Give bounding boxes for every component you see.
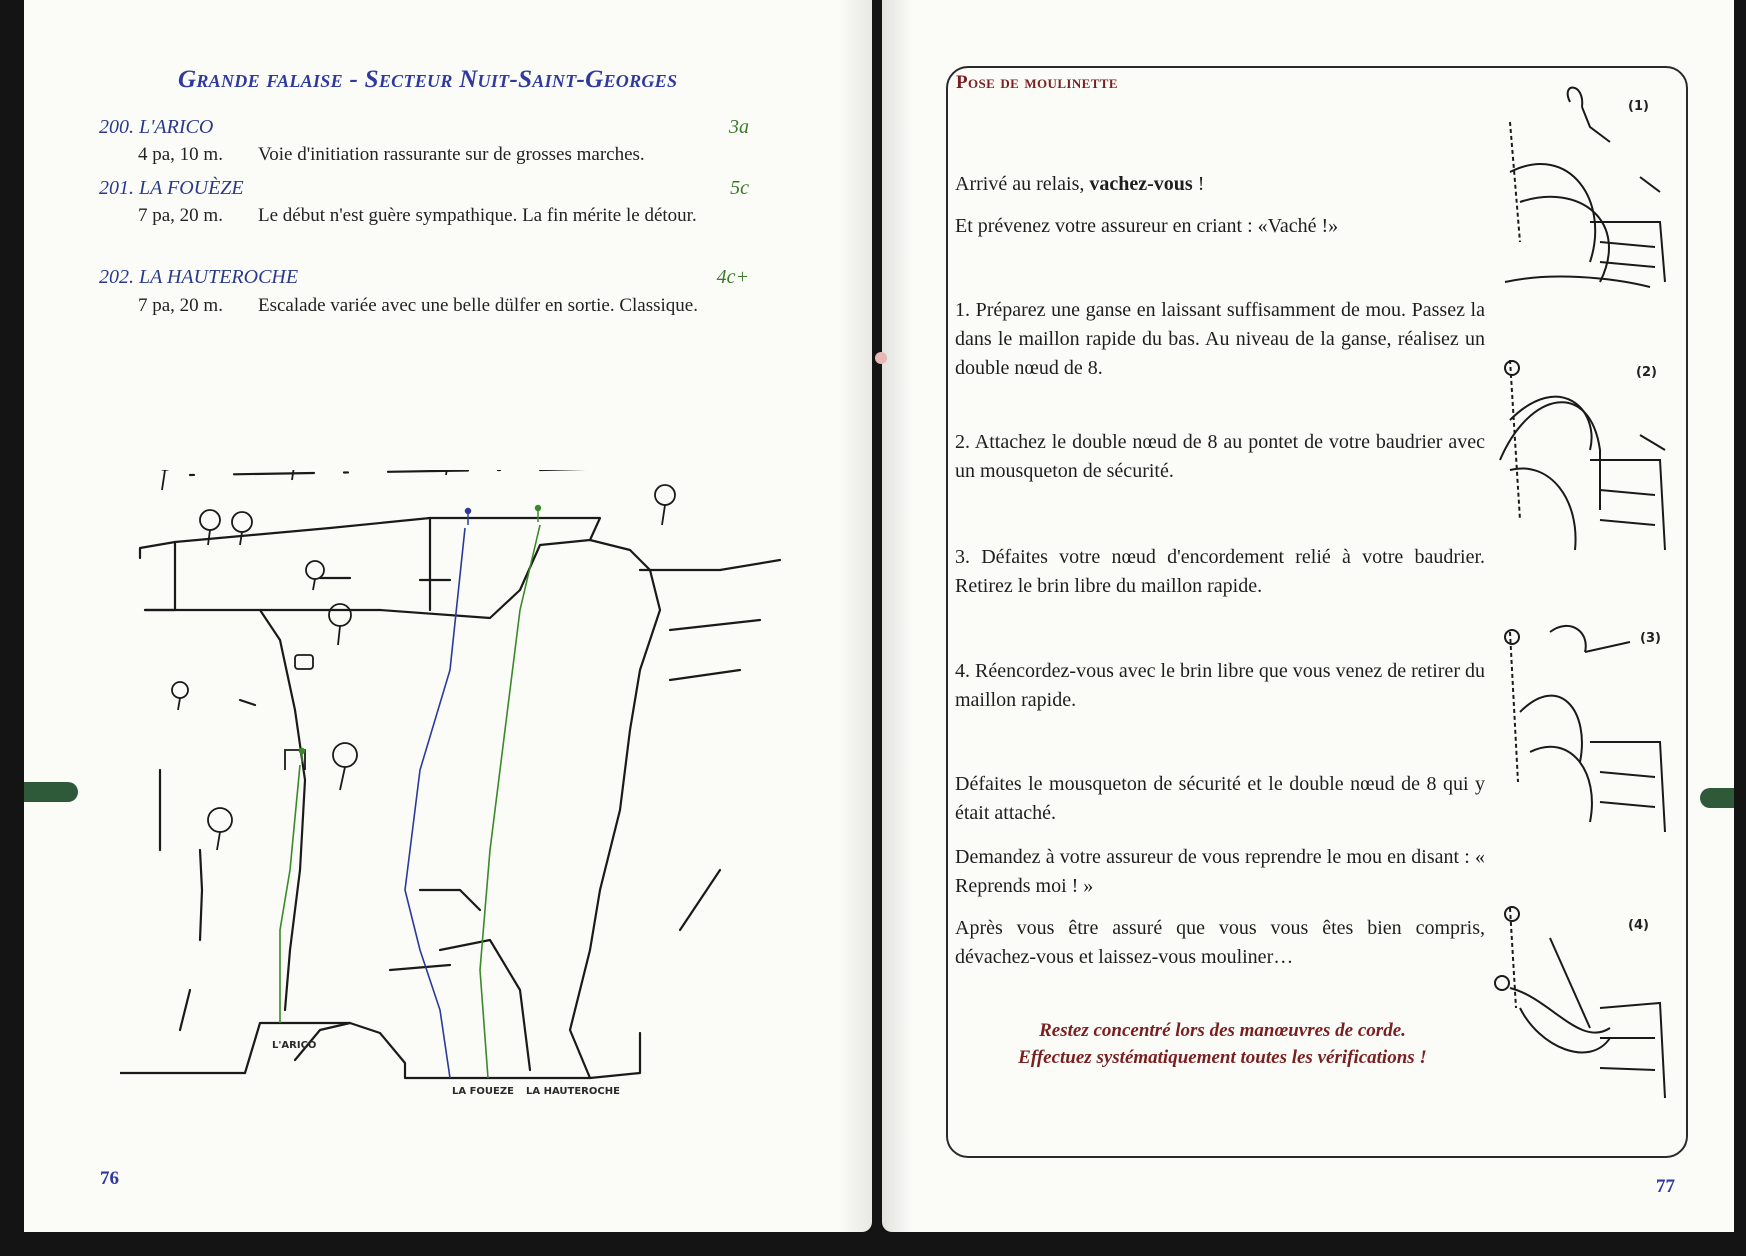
figure-2-illustration [1490,350,1680,580]
route-200-meta: 4 pa, 10 m. [138,144,223,165]
topo-label-arico: L'ARICO [272,1040,317,1051]
route-201-heading [99,177,749,200]
route-202-description: Escalade variée avec une belle dülfer en sortie. Classique. [258,295,698,316]
route-201-name: 201. LA FOUÈZE [99,177,244,199]
topo-ground-line [120,1023,640,1078]
figure-3-label: (3) [1640,631,1661,646]
topo-right-edge [570,540,660,1078]
figure-4-illustration [1490,898,1680,1128]
paragraph-7: Après vous être assuré que vous vous êtes bien compris, dévachez-vous et laissez-vous mouliner… [955,917,1485,968]
page-number-right: 77 [1656,1176,1675,1197]
route-line-la-hauteroche [480,525,540,1078]
safety-note-1: Restez concentré lors des manœuvres de corde. [1039,1020,1406,1041]
paragraph-5: Défaites le mousqueton de sécurité et le double nœud de 8 qui y était attaché. [955,773,1485,824]
route-200-grade: 3a [729,116,749,138]
intro-1 [955,170,1485,199]
page-number-left: 76 [100,1168,119,1189]
thumb-tab-right [1700,788,1734,808]
route-201-meta: 7 pa, 20 m. [138,205,223,226]
intro-1-text: Arrivé au relais, [955,173,1090,195]
figure-4-label: (4) [1628,918,1649,933]
figure-2-label: (2) [1636,365,1657,380]
intro-1-end: ! [1192,173,1205,195]
route-202-name: 202. LA HAUTEROCHE [99,266,299,288]
route-202-meta: 7 pa, 20 m. [138,295,223,316]
topo-label-hauteroche: LA HAUTEROCHE [526,1086,620,1097]
route-201-description: Le début n'est guère sympathique. La fin mérite le détour. [258,205,697,226]
step-3: 3. Défaites votre nœud d'encordement relié à votre baudrier. Retirez le brin libre du maillon rapide. [955,546,1485,597]
route-201-grade: 5c [730,177,749,199]
figure-1-illustration [1490,82,1680,312]
step-4: 4. Réencordez-vous avec le brin libre que vous venez de retirer du maillon rapide. [955,660,1485,711]
topo-label-foueze: LA FOUEZE [452,1086,514,1097]
step-1: 1. Préparez une ganse en laissant suffisamment de mou. Passez la dans le maillon rapide du bas. Au niveau de la ganse, réalisez un double nœud de 8. [955,299,1485,379]
intro-2: Et prévenez votre assureur en criant : «Vaché !» [955,215,1339,237]
paragraph-6: Demandez à votre assureur de vous reprendre le mou en disant : « Reprends moi ! » [955,846,1485,897]
figure-1-label: (1) [1628,99,1649,114]
intro-1-bold: vachez-vous [1089,173,1193,195]
figure-3-illustration [1490,612,1680,842]
step-2: 2. Attachez le double nœud de 8 au pontet de votre baudrier avec un mousqueton de sécurité. [955,431,1485,482]
scan-speck [875,352,887,364]
route-line-la-foueze [405,528,465,1078]
box-title: Pose de moulinette [956,72,1118,93]
safety-note-2: Effectuez systématiquement toutes les vérifications ! [1018,1047,1427,1068]
route-200-description: Voie d'initiation rassurante sur de grosses marches. [258,144,645,165]
route-202-grade: 4c+ [716,266,749,288]
route-202-heading [99,266,749,289]
thumb-tab-left [24,782,78,802]
route-200-name: 200. L'ARICO [99,116,214,138]
topo-drawing [120,470,790,1110]
gutter-shadow-right [882,0,912,1232]
gutter-shadow-left [838,0,872,1232]
route-200-heading [99,116,749,139]
sector-title: Grande falaise - Secteur Nuit-Saint-Georges [178,66,678,93]
